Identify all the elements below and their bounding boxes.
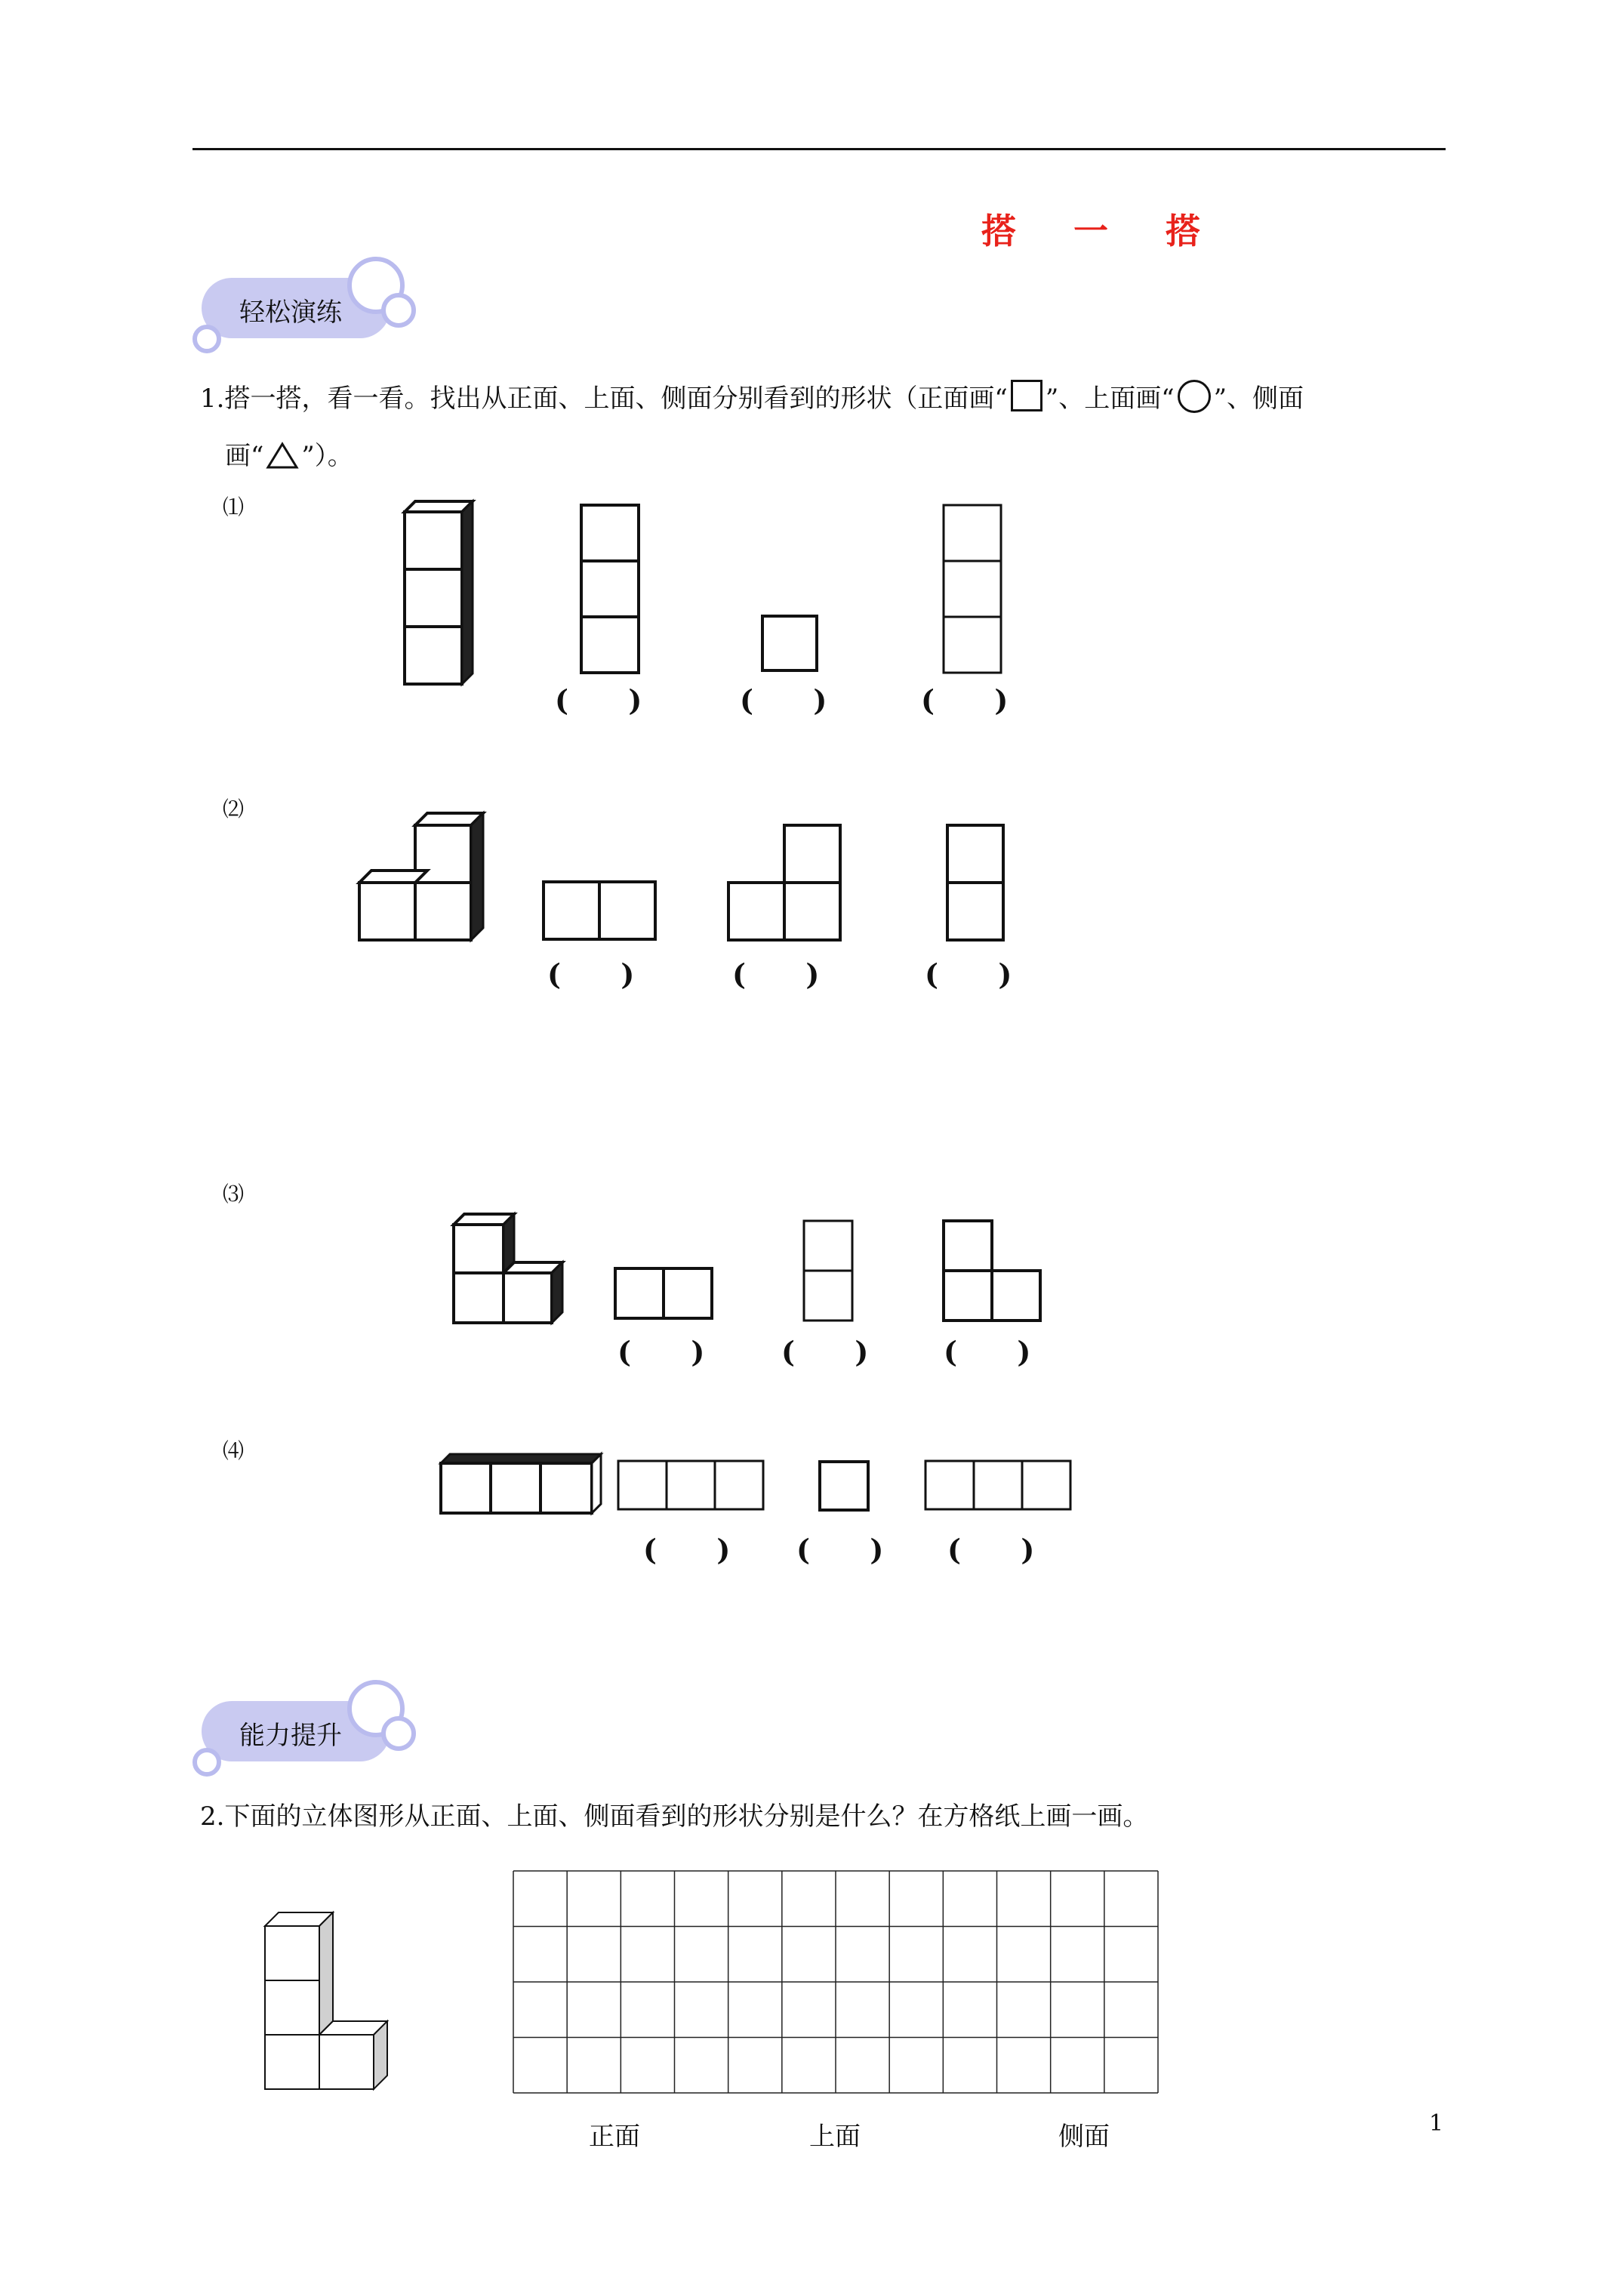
grid-paper[interactable] xyxy=(512,1869,1161,2096)
figure-q2-solid xyxy=(260,1906,389,2095)
question-1-text-a: 1.搭一搭，看一看。找出从正面、上面、侧面分别看到的形状（正面画“ xyxy=(200,384,1008,414)
badge-ring-tiny xyxy=(192,325,221,353)
answer-blank-1c[interactable]: ( ) xyxy=(921,683,1009,717)
figure-2-view-a xyxy=(540,876,661,944)
sub-label-1: ⑴ xyxy=(223,495,245,519)
header-rule xyxy=(192,148,1446,150)
answer-blank-3c[interactable]: ( ) xyxy=(944,1335,1031,1369)
sub-label-2: ⑵ xyxy=(223,797,245,821)
question-1-text-d: 画“ xyxy=(225,441,264,471)
answer-blank-1b[interactable]: ( ) xyxy=(740,683,827,717)
answer-blank-2b[interactable]: ( ) xyxy=(732,957,820,991)
figure-3-view-b xyxy=(800,1217,861,1327)
question-1-text-b: ”、上面画“ xyxy=(1045,384,1175,414)
answer-blank-4a[interactable]: ( ) xyxy=(643,1533,731,1567)
figure-4-view-b xyxy=(817,1459,873,1515)
figure-1-solid xyxy=(400,498,483,687)
figure-2-view-c xyxy=(944,819,1012,944)
figure-4-view-a xyxy=(615,1457,770,1518)
triangle-symbol-icon xyxy=(266,442,298,469)
question-1-text-e: ”）。 xyxy=(301,441,353,471)
page-number: 1 xyxy=(1429,2110,1444,2137)
circle-symbol-icon xyxy=(1178,380,1211,413)
label-side: 侧面 xyxy=(1058,2122,1110,2152)
figure-2-solid xyxy=(355,804,491,951)
label-front: 正面 xyxy=(589,2122,640,2152)
question-1-line-2 xyxy=(225,427,353,485)
section-label: 能力提升 xyxy=(239,1721,342,1751)
figure-3-solid xyxy=(449,1208,570,1329)
figure-3-view-a xyxy=(611,1265,717,1325)
section-label: 轻松演练 xyxy=(239,297,342,328)
question-1-text-c: ”、侧面 xyxy=(1213,384,1304,414)
figure-1-view-c xyxy=(940,502,1008,680)
figure-1-view-b xyxy=(759,613,819,673)
figure-4-solid xyxy=(438,1448,604,1524)
square-symbol-icon xyxy=(1011,380,1042,411)
section-badge-advance xyxy=(192,1680,419,1771)
sub-label-3: ⑶ xyxy=(223,1182,245,1207)
section-badge-practice xyxy=(192,257,419,347)
figure-2-view-b xyxy=(725,819,845,944)
answer-blank-4c[interactable]: ( ) xyxy=(947,1533,1035,1567)
answer-blank-2a[interactable]: ( ) xyxy=(547,957,635,991)
answer-blank-2c[interactable]: ( ) xyxy=(925,957,1012,991)
label-top: 上面 xyxy=(809,2122,861,2152)
badge-ring-small xyxy=(381,293,416,328)
answer-blank-1a[interactable]: ( ) xyxy=(555,683,642,717)
badge-ring-tiny xyxy=(192,1748,221,1777)
badge-ring-small xyxy=(381,1716,416,1751)
sub-label-4: ⑷ xyxy=(223,1438,245,1463)
figure-3-view-c xyxy=(940,1217,1046,1327)
figure-4-view-c xyxy=(922,1457,1077,1518)
figure-1-view-a xyxy=(577,502,645,680)
answer-blank-4b[interactable]: ( ) xyxy=(796,1533,884,1567)
page-title: 搭 一 搭 xyxy=(981,211,1224,251)
answer-blank-3a[interactable]: ( ) xyxy=(617,1335,705,1369)
answer-blank-3b[interactable]: ( ) xyxy=(781,1335,869,1369)
question-2-text: 2.下面的立体图形从正面、上面、侧面看到的形状分别是什么？在方格纸上画一画。 xyxy=(200,1801,1149,1832)
question-1-line-1 xyxy=(200,370,1304,427)
